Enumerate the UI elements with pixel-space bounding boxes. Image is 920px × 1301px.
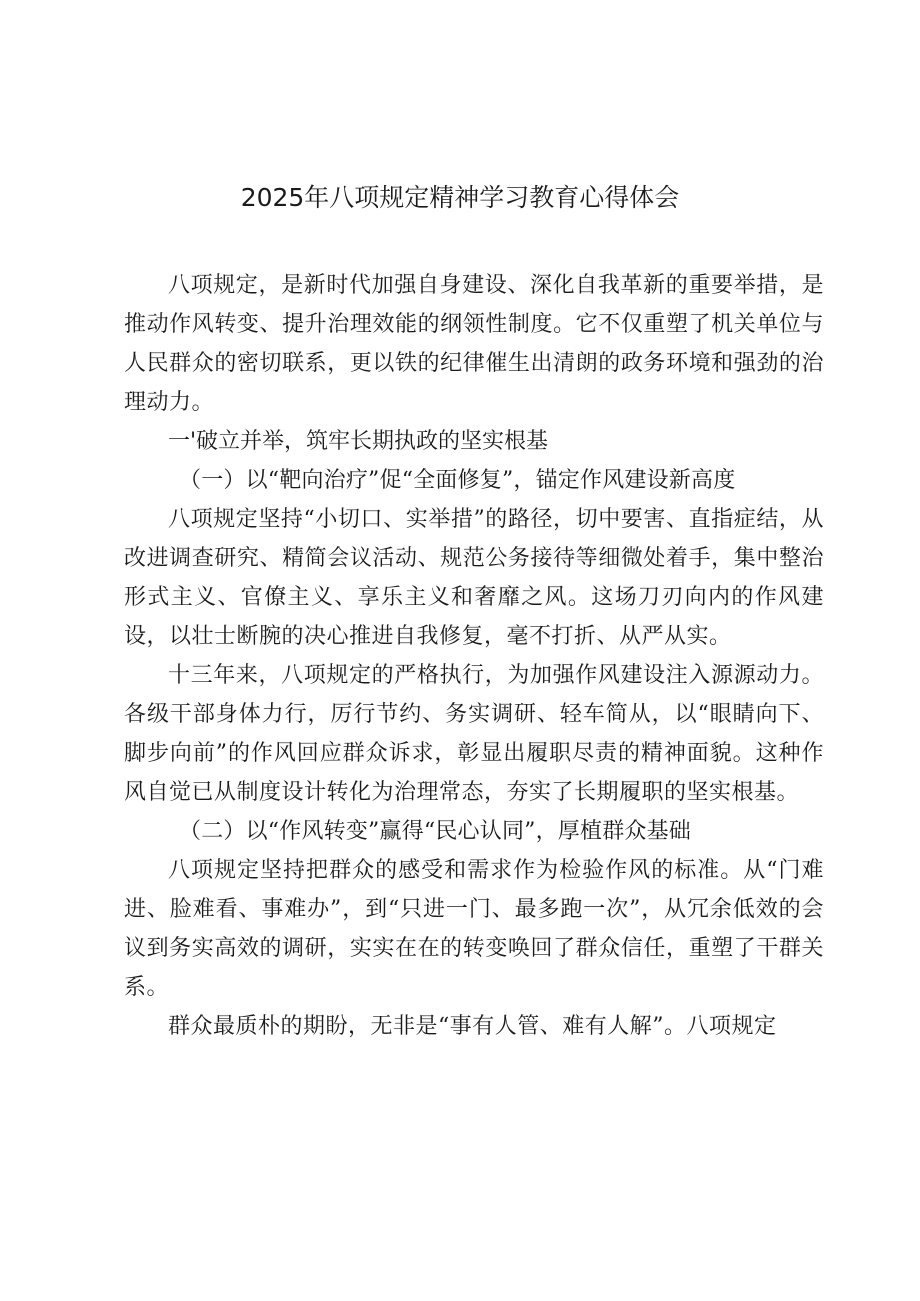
subsection-heading-2: （二）以“作风转变”赢得“民心认同”，厚植群众基础 — [179, 819, 691, 844]
section-heading-1: 一'破立并举，筑牢长期执政的坚实根基 — [168, 429, 549, 454]
subsection-heading-1: （一）以“靶向治疗”促“全面修复”，锚定作风建设新高度 — [179, 468, 736, 493]
document-title: 2025年八项规定精神学习教育心得体会 — [240, 183, 680, 212]
paragraph-intro: 八项规定，是新时代加强自身建设、深化自我革新的重要举措，是推动作风转变、提升治理效能的纲领性制度。它不仅重塑了机关单位与人民群众的密切联系，更以铁的纪律催生出清朗的政务环境和强劲的治理动力。 — [124, 273, 824, 415]
paragraph-2: 十三年来，八项规定的严格执行，为加强作风建设注入源源动力。各级干部身体力行，厉行节约、务实调研、轻车简从，以“眼睛向下、脚步向前”的作风回应群众诉求，彰显出履职尽责的精神面貌。这种作风自觉已从制度设计转化为治理常态，夯实了长期履职的坚实根基。 — [124, 663, 824, 805]
paragraph-1: 八项规定坚持“小切口、实举措”的路径，切中要害、直指症结，从改进调查研究、精简会议活动、规范公务接待等细微处着手，集中整治形式主义、官僚主义、享乐主义和奢靡之风。这场刀刃向内的作风建设，以壮士断腕的决心推进自我修复，毫不打折、从严从实。 — [124, 507, 824, 649]
document-body — [124, 266, 824, 1046]
paragraph-4: 群众最质朴的期盼，无非是“事有人管、难有人解”。八项规定 — [168, 1014, 777, 1039]
paragraph-3: 八项规定坚持把群众的感受和需求作为检验作风的标准。从“门难进、脸难看、事难办”，到“只进一门、最多跑一次”，从冗余低效的会议到务实高效的调研，实实在在的转变唤回了群众信任，重塑了干群关系。 — [124, 858, 824, 1000]
